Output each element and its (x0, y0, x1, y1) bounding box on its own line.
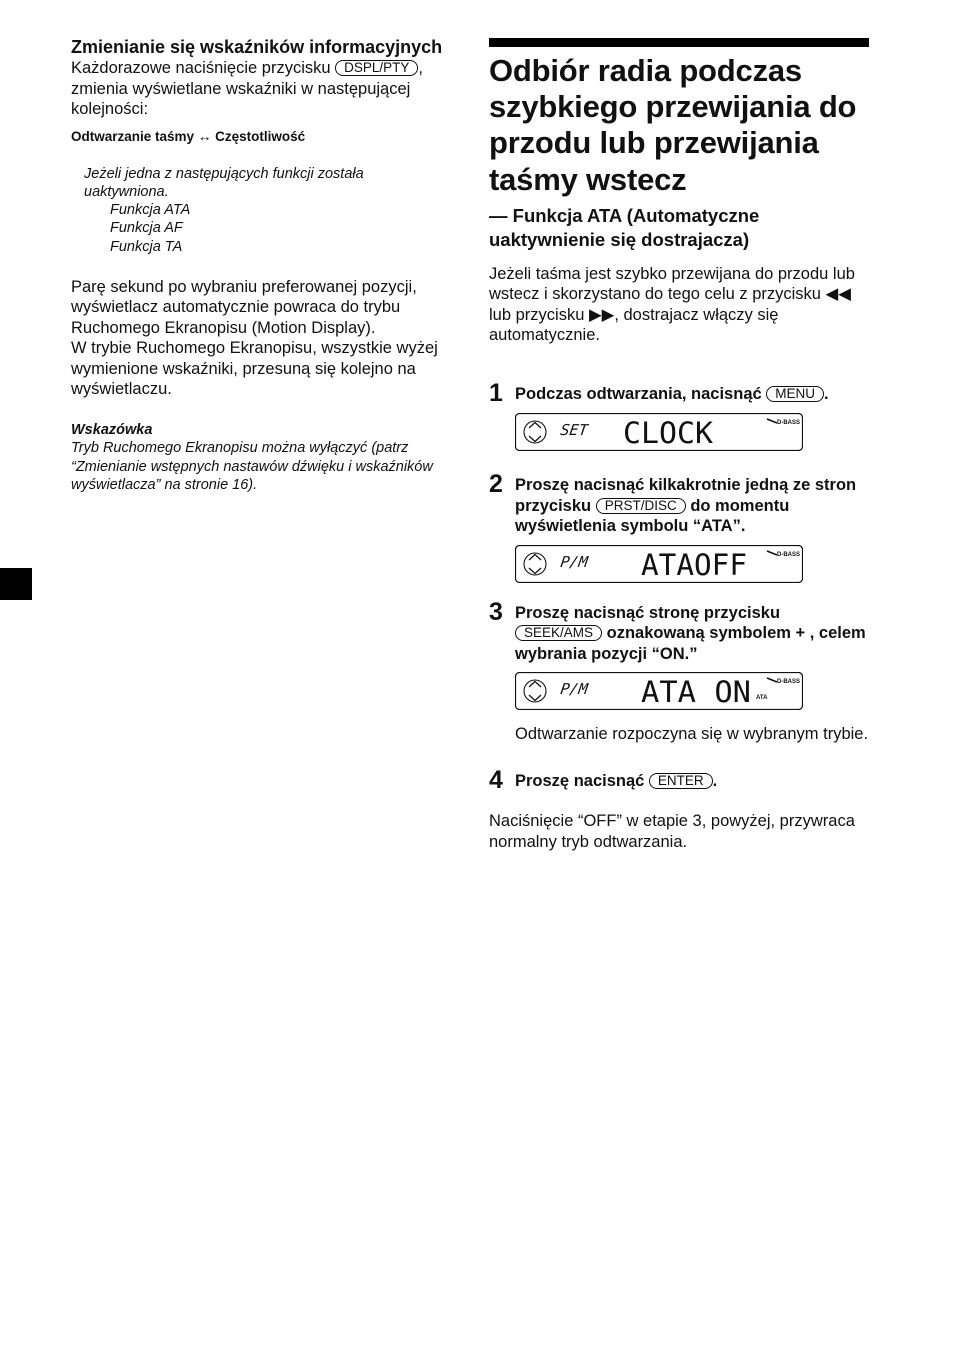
tip-text: Tryb Ruchomego Ekranopisu można wyłączyć (patrz “Zmienianie wstępnych nastawów dźwięku i wskaźników wyświetlacza” na stronie 16). (71, 440, 433, 493)
conditional-note (71, 165, 449, 256)
enter-button-label: ENTER (649, 773, 713, 789)
step-3 (489, 597, 869, 745)
step-text (515, 384, 869, 405)
ata-intro: Jeżeli taśma jest szybko przewijana do przodu lub wstecz i skorzystano do tego celu z przycisku ◀◀ lub przycisku ▶▶, dostrajacz włączy się automatycznie. (489, 264, 855, 345)
step-number: 1 (489, 378, 503, 407)
step-text-part: oznakowaną symbolem + , celem wybrania pozycji “ON.” (515, 624, 866, 663)
lcd-display-ata-off (515, 545, 803, 583)
prst-disc-button-label: PRST/DISC (596, 498, 686, 514)
function-item: Funkcja AF (110, 220, 183, 237)
motion-display-paragraph-2: W trybie Ruchomego Ekranopisu, wszystkie wyżej wymienione wskaźniki, przesuną się kolejno na wyświetlaczu. (71, 339, 438, 399)
dbass-indicator: D-BASS (777, 420, 801, 427)
function-item: Funkcja TA (110, 238, 183, 255)
lcd-mode-label: P/M (559, 552, 589, 571)
intro-paragraph (71, 58, 449, 120)
sequence-item: Odtwarzanie taśmy (71, 128, 195, 144)
tip-title: Wskazówka (71, 421, 153, 438)
step-text (515, 475, 869, 537)
dspl-pty-button-label: DSPL/PTY (335, 60, 418, 76)
step-text-part: . (712, 771, 718, 790)
step-3-result: Odtwarzanie rozpoczyna się w wybranym trybie. (515, 725, 869, 744)
display-sequence (71, 128, 449, 146)
lcd-mode-label: P/M (559, 680, 589, 699)
function-item: Funkcja ATA (110, 202, 191, 219)
step-number: 3 (489, 597, 503, 626)
lcd-main-text: ATAOFF (641, 547, 747, 582)
lcd-main-text: CLOCK (623, 416, 714, 451)
dbass-indicator: D-BASS (777, 679, 801, 686)
step-number: 2 (489, 470, 503, 499)
page-title: Odbiór radia podczas szybkiego przewijania do przodu lub przewijania taśmy wstecz (489, 53, 857, 197)
lcd-mode-label: SET (559, 421, 589, 440)
step-text-part: . (824, 384, 829, 403)
step-2 (489, 470, 869, 583)
dbass-indicator: D-BASS (777, 551, 801, 558)
motion-display-paragraph: Parę sekund po wybraniu preferowanej pozycji, wyświetlacz automatycznie powraca do trybu Ruchomego Ekranopisu (Motion Display). (71, 277, 417, 337)
ata-indicator: ATA (756, 695, 768, 702)
step-number: 4 (489, 765, 503, 794)
left-column (71, 36, 449, 494)
step-text-part: Proszę nacisnąć (515, 771, 649, 790)
page-edge-tab (0, 568, 32, 600)
lcd-display-clock (515, 413, 803, 451)
step-text-part: do momentu wyświetlenia symbolu “ATA”. (515, 496, 790, 536)
seek-ams-button-label: SEEK/AMS (515, 625, 602, 641)
sequence-item: Częstotliwość (215, 128, 306, 144)
title-rule (489, 38, 869, 47)
step-text (515, 603, 869, 665)
intro-text: Każdorazowe naciśnięcie przycisku (71, 59, 336, 77)
step-text-part: Podczas odtwarzania, nacisnąć (515, 384, 767, 403)
right-column (489, 38, 869, 852)
closing-paragraph: Naciśnięcie “OFF” w etapie 3, powyżej, przywraca normalny tryb odtwarzania. (489, 812, 855, 851)
section-heading: Zmienianie się wskaźników informacyjnych (71, 37, 443, 57)
menu-button-label: MENU (766, 386, 824, 402)
step-text (515, 771, 869, 792)
lcd-main-text: ATA ON (641, 675, 751, 710)
note-line: Jeżeli jedna z następujących funkcji została uaktywniona. (84, 165, 364, 200)
step-text-part: Proszę nacisnąć stronę przycisku (515, 603, 781, 622)
step-text-part: Proszę nacisnąć kilkakrotnie jedną ze stron przycisku (515, 476, 857, 515)
step-1 (489, 378, 869, 452)
page-subtitle: — Funkcja ATA (Automatyczne uaktywnienie się dostrajacza) (489, 204, 760, 250)
lcd-display-ata-on (515, 672, 803, 710)
double-arrow-icon: ↔ (197, 128, 212, 144)
intro-text-cont: , zmienia wyświetlane wskaźniki w następującej kolejności: (71, 59, 423, 118)
step-4 (489, 765, 869, 794)
